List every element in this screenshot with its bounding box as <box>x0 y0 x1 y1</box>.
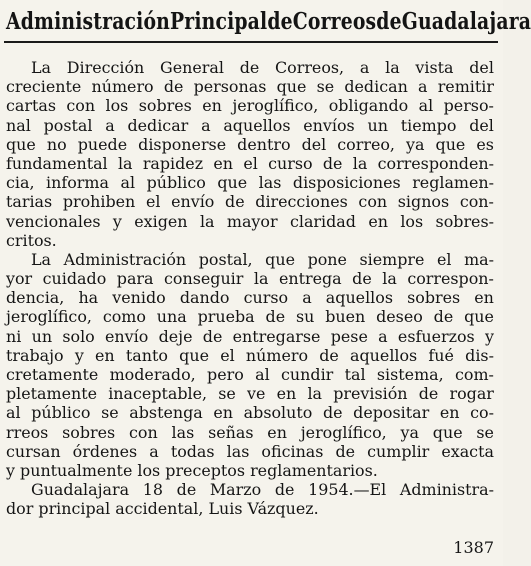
text-line: ni un solo envío deje de entregarse pese a esfuerzos y <box>6 326 494 346</box>
text-line: pletamente inaceptable, se ve en la previsión de rogar <box>6 384 494 404</box>
text-line: al público se abstenga en absoluto de depositar en co- <box>6 403 494 423</box>
title-word: Principal <box>169 7 268 35</box>
text-line: trabajo y en tanto que el número de aquellos fué dis- <box>6 345 494 365</box>
paragraph-2 <box>6 250 494 480</box>
text-line: nal postal a dedicar a aquellos envíos un tiempo del <box>6 115 494 135</box>
text-line: La Administración postal, que pone siempre el ma- <box>31 249 494 269</box>
text-line: critos. <box>6 230 57 250</box>
text-line: creciente número de personas que se dedican a remitir <box>6 77 494 97</box>
text-line: vencionales y exigen la mayor claridad en los sobres- <box>6 211 494 231</box>
text-line: yor cuidado para conseguir la entrega de la correspon- <box>6 269 494 289</box>
text-line: cartas con los sobres en jeroglífico, obligando al perso- <box>6 96 494 116</box>
notice-body <box>6 58 494 519</box>
text-line: La Dirección General de Correos, a la vista del <box>31 58 494 77</box>
text-line: fundamental la rapidez en el curso de la corresponden- <box>6 153 494 173</box>
title-word: de <box>376 7 402 35</box>
text-line: y puntualmente los preceptos reglamentarios. <box>6 460 378 480</box>
reference-number: 1387 <box>453 538 494 557</box>
title-word: Guadalajara <box>401 7 531 35</box>
paragraph-1 <box>6 58 494 250</box>
text-line: cretamente moderado, pero al cundir tal sistema, com- <box>6 365 494 384</box>
title-word: Administración <box>6 7 170 35</box>
text-line: tarias prohiben el envío de direcciones con signos con- <box>6 192 494 212</box>
text-line: cia, informa al público que las disposiciones reglamen- <box>6 173 494 193</box>
notice-title <box>6 2 531 40</box>
signature-line: Guadalajara 18 de Marzo de 1954.—El Administra- <box>31 480 494 500</box>
text-line: que no puede disponerse dentro del correo, ya que es <box>6 134 494 154</box>
signature-line: dor principal accidental, Luis Vázquez. <box>6 499 319 519</box>
title-underline <box>4 41 498 43</box>
text-line: dencia, ha venido dando curso a aquellos sobres en <box>6 288 494 308</box>
title-word: de <box>267 7 293 35</box>
signature-block <box>6 480 494 518</box>
text-line: rreos sobres con las señas en jeroglífico, ya que se <box>6 422 494 442</box>
text-line: jeroglífico, como una prueba de su buen deseo de que <box>6 307 494 327</box>
text-line: cursan órdenes a todas las oficinas de cumplir exacta <box>6 441 494 461</box>
title-word: Correos <box>292 7 377 35</box>
